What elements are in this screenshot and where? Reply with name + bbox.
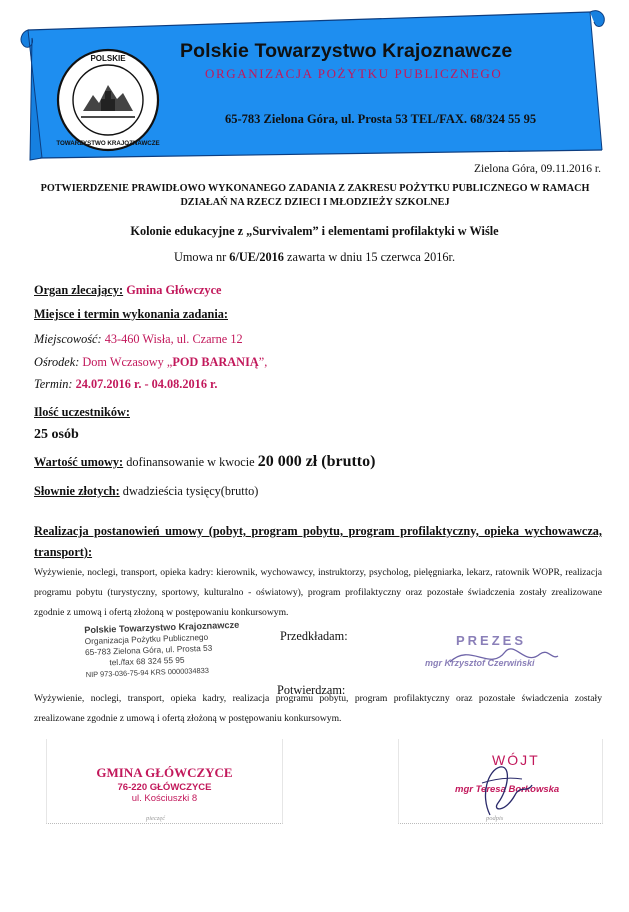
org-subtitle: ORGANIZACJA POŻYTKU PUBLICZNEGO <box>205 66 503 81</box>
contract-value-text: dofinansowanie w kwocie <box>123 455 258 469</box>
center-label: Ośrodek: <box>34 355 80 369</box>
contract-value-line <box>34 453 375 471</box>
center-line <box>34 355 267 370</box>
realization-text: Wyżywienie, noclegi, transport, opieka kadry: kierownik, wychowawcy, instruktorzy, psycholog, pielęgniarka, lekarz, ratownik WOPR, realizacja programu pobytu (turystyczny, sportowy, kulturalno - oświatowy), program profilaktyczny oraz pozostałe świadczenia zostały zrealizowane zgodnie z umową i ofertą złożoną w postępowaniu konkursowym. <box>34 567 602 618</box>
seal-text: POLSKIE <box>90 54 126 63</box>
pt-stamp-line: 65-783 Zielona Góra, ul. Prosta 53 <box>84 642 213 658</box>
in-words-value: dwadzieścia tysięcy(brutto) <box>119 484 259 498</box>
place-term-label: Miejsce i termin wykonania zadania: <box>34 307 229 321</box>
org-address: 65-783 Zielona Góra, ul. Prosta 53 TEL/FAX. 68/324 55 95 <box>225 112 537 126</box>
pt-stamp-line: NIP 973-036-75-94 KRS 0000034833 <box>85 665 210 680</box>
location-line <box>34 332 243 347</box>
wojt-name: mgr Teresa Borkowska <box>455 784 560 795</box>
term-line <box>34 377 217 392</box>
participants-value: 25 osób <box>34 427 79 442</box>
pt-stamp-line: Organizacja Pożytku Publicznego <box>84 631 209 647</box>
in-words-line <box>34 484 258 499</box>
organ-line <box>34 283 221 298</box>
org-name: Polskie Towarzystwo Krajoznawcze <box>180 40 513 62</box>
signature-caption: podpis <box>486 815 504 822</box>
pt-stamp-line: tel./fax 68 324 55 95 <box>109 654 185 668</box>
center-suffix: ”, <box>258 355 268 369</box>
contract-value-label: Wartość umowy: <box>34 455 124 469</box>
place-term-heading <box>34 307 228 322</box>
svg-text:TOWARZYSTWO KRAJOZNAWCZE: TOWARZYSTWO KRAJOZNAWCZE <box>56 140 160 147</box>
term-label: Termin: <box>34 377 73 391</box>
prezes-signature <box>440 632 560 682</box>
pt-stamp <box>84 619 266 680</box>
document-date: Zielona Góra, 09.11.2016 r. <box>473 163 601 175</box>
realization-heading: Realizacja postanowień umowy (pobyt, program pobytu, program profilaktyczny, opieka wychowawcza, transport): <box>34 524 602 559</box>
confirm-label: Potwierdzam: <box>277 683 346 697</box>
center-prefix: Dom Wczasowy „ <box>82 355 173 369</box>
location-value: 43-460 Wisła, ul. Czarne 12 <box>104 332 243 346</box>
term-value: 24.07.2016 r. - 04.08.2016 r. <box>75 377 218 391</box>
contract-suffix: zawarta w dniu 15 czerwca 2016r. <box>283 250 456 264</box>
gmina-stamp-street: ul. Kościuszki 8 <box>131 793 198 804</box>
prezes-stamp: PREZES <box>456 633 527 648</box>
contract-prefix: Umowa nr <box>173 250 230 264</box>
in-words-label: Słownie złotych: <box>34 484 120 498</box>
contract-amount: 20 000 zł (brutto) <box>257 453 376 470</box>
gmina-stamp-name: GMINA GŁÓWCZYCE <box>96 765 233 780</box>
course-title: Kolonie edukacyjne z „Survivalem” i elementami profilaktyki w Wiśle <box>130 224 499 238</box>
prezes-name: mgr Krzysztof Czerwiński <box>425 658 535 668</box>
organ-value: Gmina Główczyce <box>126 283 222 297</box>
pt-stamp-line: Polskie Towarzystwo Krajoznawcze <box>84 619 240 636</box>
submit-label: Przedkładam: <box>280 629 348 643</box>
center-name: POD BARANIĄ <box>172 355 259 369</box>
organ-label: Organ zlecający: <box>34 283 124 297</box>
contract-line <box>0 250 629 265</box>
location-label: Miejscowość: <box>34 332 102 346</box>
contract-number: 6/UE/2016 <box>229 250 284 264</box>
confirmation-title: POTWIERDZENIE PRAWIDŁOWO WYKONANEGO ZADANIA Z ZAKRESU POŻYTKU PUBLICZNEGO W RAMACH DZIAŁAŃ NA RZECZ DZIECI I MŁODZIEŻY SZKOLNEJ <box>40 183 590 208</box>
participants-line <box>34 427 79 443</box>
participants-heading <box>34 405 130 420</box>
stamp-caption: pieczęć <box>146 815 166 822</box>
wojt-title: WÓJT <box>492 752 540 768</box>
confirm-text: Wyżywienie, noclegi, transport, opieka kadry, realizacja programu pobytu, program profilaktyczny oraz pozostałe świadczenia zostały zrealizowane zgodnie z umową i ofertą złożoną w postępowaniu konkursowym. <box>34 693 602 724</box>
participants-label: Ilość uczestników: <box>34 405 130 419</box>
gmina-stamp-postal: 76-220 GŁÓWCZYCE <box>117 782 212 793</box>
banner-text-layer <box>0 0 629 165</box>
